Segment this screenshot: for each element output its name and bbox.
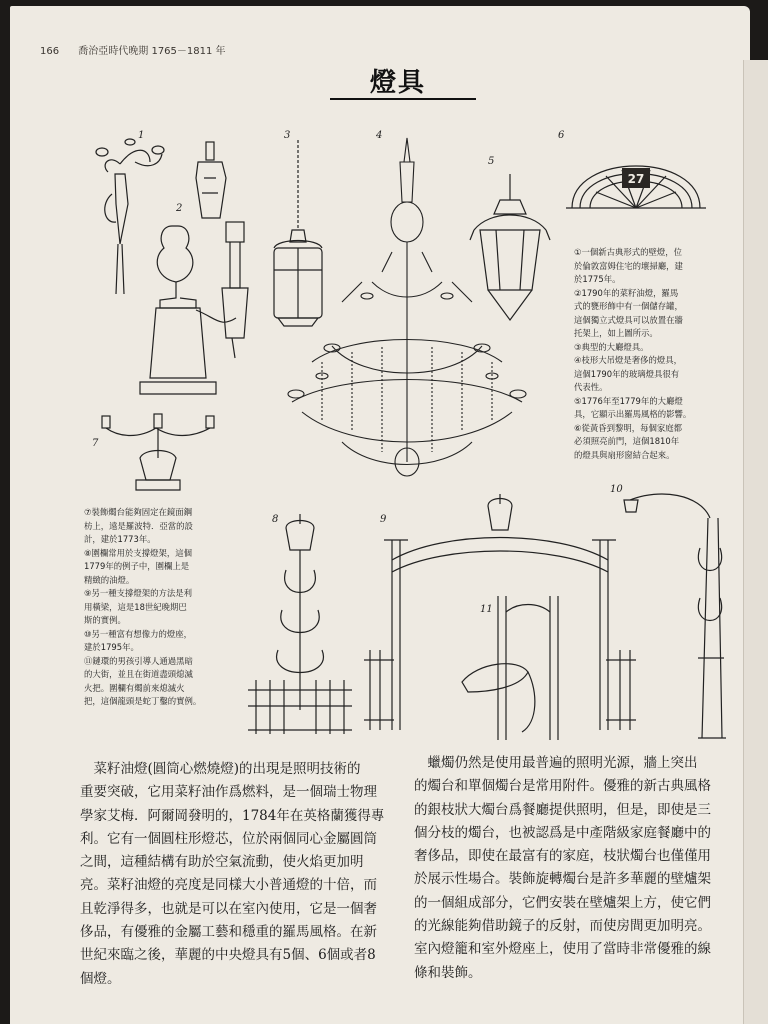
caption-right-line: ③典型的大廳燈具。 [574, 341, 649, 352]
caption-left-line: 火把。圍欄有燭前來熄滅火 [84, 682, 185, 693]
caption-right [574, 246, 691, 462]
figure-number-5: 5 [488, 156, 495, 167]
caption-right-line: 托架上，如上圖所示。 [574, 328, 658, 338]
body-line: 菜籽油燈(圓筒心燃燒燈)的出現是照明技術的 [80, 761, 361, 777]
caption-left-line: 用橫梁，這是18世紀晚期巴 [84, 601, 187, 612]
link-extinguisher-illustration [458, 592, 570, 742]
body-line: 奢侈品，即使在最富有的家庭，枝狀燭台也僅僅用 [414, 848, 711, 865]
body-line: 的燭台和單個燭台是常用附件。優雅的新古典風格 [414, 778, 711, 795]
page-title: 燈具 [370, 68, 427, 98]
caption-right-line: 代表性。 [574, 382, 608, 392]
body-line: 的一個組成部分，它們安裝在壁爐架上方，使它們 [414, 894, 711, 911]
caption-left-line: ⑨另一種支撐燈架的方法是利 [84, 588, 193, 598]
facing-page-edge [743, 60, 768, 1024]
caption-left-line: 建於1795年。 [84, 642, 139, 652]
candelabrum-illustration [100, 408, 220, 498]
door-number: 27 [627, 172, 645, 186]
body-line: 亮。菜籽油燈的亮度是同樣大小普通燈的十倍，而 [80, 877, 377, 894]
figure-number-9: 9 [380, 514, 387, 525]
caption-right-line: 必須照亮前門，這個1810年 [574, 436, 680, 446]
caption-left-line: ⑩另一種富有想像力的燈座， [84, 628, 193, 639]
caption-right-line: 式的甕形飾中有一個儲存罐， [574, 301, 683, 311]
caption-right-line: ②1790年的菜籽油燈，羅馬 [574, 287, 679, 298]
figure-number-7: 7 [92, 438, 99, 449]
caption-left-line: 枋上，遠是羅波特．亞當的設 [84, 520, 193, 531]
body-line: 個分枝的燭台，也被認爲是中產階級家庭餐廳中的 [414, 824, 711, 841]
caption-left [84, 506, 201, 709]
body-line: 重要突破，它用菜籽油作爲燃料，是一個瑞士物理 [80, 784, 377, 801]
running-title: 喬治亞時代晚期 1765－1811 年 [78, 46, 226, 57]
caption-left-line: 計，建於1773年。 [84, 534, 156, 544]
caption-right-line: 的燈具與扇形窗結合起來。 [574, 449, 675, 460]
body-line: 蠟燭仍然是使用最普遍的照明光源，牆上突出 [414, 755, 698, 771]
caption-right-line: 具，它顯示出羅馬風格的影響。 [574, 409, 692, 419]
argand-lamp-illustration [136, 218, 260, 398]
caption-right-line: ①一個新古典形式的壁燈，位 [574, 247, 683, 257]
caption-right-line: ⑤1776年至1779年的大廳燈 [574, 395, 683, 406]
figure-number-1: 1 [138, 130, 145, 141]
figure-number-4: 4 [376, 130, 383, 141]
body-line: 利。它有一個圓柱形燈芯，位於兩個同心金屬圓筒 [80, 830, 377, 847]
body-line: 於展示性場合。裝飾旋轉燭台是許多華麗的壁爐架 [414, 871, 711, 888]
figure-number-10: 10 [610, 484, 623, 495]
running-header [40, 42, 226, 57]
caption-left-line: 的大街，並且在街道盡頭熄滅 [84, 669, 193, 679]
body-text-right [414, 752, 711, 985]
caption-left-line: ⑧圍欄常用於支撐燈架，這個 [84, 547, 193, 558]
caption-right-line: 於倫敦富姆住宅的壞掃廳，建 [574, 260, 683, 271]
figure-number-2: 2 [176, 203, 183, 214]
caption-right-line: 這個1790年的玻璃燈具很有 [574, 368, 680, 379]
caption-left-line: 精緻的油燈。 [84, 574, 135, 585]
title-underline [330, 98, 476, 100]
figure-number-8: 8 [272, 514, 279, 525]
body-line: 條和裝飾。 [414, 964, 482, 981]
small-sconce-illustration [192, 138, 232, 228]
figure-number-6: 6 [558, 130, 565, 141]
body-text-left [80, 758, 384, 991]
figure-number-3: 3 [284, 130, 291, 141]
body-line: 世紀來臨之後，華麗的中央燈具有5個、6個或者8 [80, 947, 376, 964]
body-line: 的銀枝狀大燭台爲餐廳提供照明，但是，即使是三 [414, 801, 711, 818]
caption-right-line: ⑥從黃昏到黎明，每個家庭都 [574, 422, 683, 433]
fanlight-illustration [566, 132, 706, 212]
caption-left-line: 斯的實例。 [84, 615, 126, 625]
caption-right-line: 這個獨立式燈具可以放置在牆 [574, 314, 683, 325]
roman-lantern-illustration [470, 170, 550, 330]
body-line: 室內燈籠和室外燈座上，使用了當時非常優雅的線 [414, 941, 711, 958]
caption-right-line: 於1775年。 [574, 274, 621, 284]
body-line: 學家艾梅．阿爾岡發明的，1784年在英格蘭獲得專 [80, 807, 385, 824]
body-line: 且乾淨得多，也就是可以在室內使用，它是一個奢 [80, 900, 377, 917]
caption-left-line: ⑪鏈環的男孩引導人通過黑暗 [84, 655, 193, 666]
lamp-bracket-illustration [620, 488, 730, 742]
page-number: 166 [40, 46, 60, 57]
caption-right-line: ④枝形大吊燈是奢侈的燈具， [574, 355, 683, 365]
body-line: 侈品，有優雅的金屬工藝和穩重的羅馬風格。在新 [80, 924, 377, 941]
caption-left-line: 1779年的例子中，圍欄上是 [84, 561, 190, 571]
caption-left-line: 把，這個龍頭是蛇丁鑿的實例。 [84, 696, 202, 706]
body-line: 之間，這種結構有助於空氣流動，使火焰更加明 [80, 854, 364, 871]
body-line: 個燈。 [80, 970, 121, 987]
caption-left-line: ⑦裝飾燭台能夠固定在鏡面鋼 [84, 507, 193, 517]
railing-lamp-illustration [246, 510, 354, 740]
figure-number-11: 11 [480, 604, 493, 615]
body-line: 的光線能夠借助鏡子的反射，而使房間更加明亮。 [414, 918, 711, 935]
